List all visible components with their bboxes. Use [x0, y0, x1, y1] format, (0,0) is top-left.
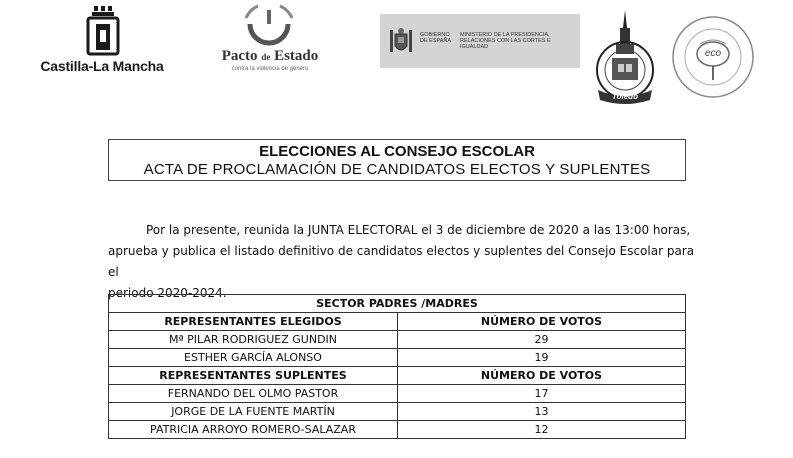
substitutes-header-row — [109, 367, 686, 385]
substitute-votes: 12 — [398, 421, 686, 439]
results-table — [108, 294, 686, 439]
school-emblem-logo — [592, 8, 658, 104]
table-row — [109, 331, 686, 349]
school-banner-text: Toledo — [612, 92, 638, 101]
substitute-name: JORGE DE LA FUENTE MARTÍN — [109, 403, 398, 421]
elected-header: REPRESENTANTES ELEGIDOS — [109, 313, 398, 331]
eco-school-logo — [670, 14, 756, 100]
votes-header: NÚMERO DE VOTOS — [398, 367, 686, 385]
sector-header: SECTOR PADRES /MADRES — [109, 295, 686, 313]
castle-icon — [86, 6, 120, 56]
coat-of-arms-icon — [388, 26, 414, 58]
elected-header-row — [109, 313, 686, 331]
table-row — [109, 403, 686, 421]
eco-text: eco — [704, 48, 722, 59]
estado-word: Estado — [274, 48, 319, 64]
candidate-votes: 19 — [398, 349, 686, 367]
pacto-word: Pacto — [221, 48, 258, 64]
candidate-name: Mª PILAR RODRIGUEZ GUNDIN — [109, 331, 398, 349]
table-row — [109, 385, 686, 403]
school-emblem-icon — [592, 8, 658, 104]
castilla-la-mancha-text: Castilla-La Mancha — [40, 58, 164, 74]
substitutes-header: REPRESENTANTES SUPLENTES — [109, 367, 398, 385]
castilla-la-mancha-logo — [40, 6, 164, 78]
substitute-name: FERNANDO DEL OLMO PASTOR — [109, 385, 398, 403]
candidate-votes: 29 — [398, 331, 686, 349]
pacto-de-estado-logo — [210, 4, 330, 78]
table-row — [109, 421, 686, 439]
acta-subtitle: ACTA DE PROCLAMACIÓN DE CANDIDATOS ELECTOS Y SUPLENTES — [143, 161, 651, 178]
pacto-title — [210, 48, 330, 65]
proclamation-paragraph — [108, 220, 708, 304]
votes-header: NÚMERO DE VOTOS — [398, 313, 686, 331]
gobierno-espana-logo — [380, 14, 580, 68]
substitute-votes: 17 — [398, 385, 686, 403]
paragraph-line-1-text: Por la presente, reunida la JUNTA ELECTORAL el 3 de diciembre de 2020 a las 13:00 horas, — [146, 223, 691, 237]
table-row — [109, 349, 686, 367]
election-title: ELECCIONES AL CONSEJO ESCOLAR — [259, 143, 535, 160]
candidate-name: ESTHER GARCÍA ALONSO — [109, 349, 398, 367]
substitute-votes: 13 — [398, 403, 686, 421]
pacto-de-word: de — [261, 52, 271, 62]
ministerio-label: MINISTERIO DE LA PRESIDENCIA, RELACIONES CON LAS CORTES E IGUALDAD — [460, 32, 551, 50]
pacto-subtitle: contra la violencia de género — [231, 66, 309, 72]
gobierno-label: GOBIERNO DE ESPAÑA — [420, 32, 452, 44]
substitute-name: PATRICIA ARROYO ROMERO-SALAZAR — [109, 421, 398, 439]
paragraph-line-3: periodo 2020-2024. — [108, 286, 227, 300]
title-box — [108, 139, 686, 181]
pacto-circle-icon — [238, 4, 300, 46]
paragraph-line-1 — [108, 220, 708, 241]
paragraph-line-2: aprueba y publica el listado definitivo de candidatos electos y suplentes del Consejo Escolar para el — [108, 244, 695, 279]
sector-row — [109, 295, 686, 313]
